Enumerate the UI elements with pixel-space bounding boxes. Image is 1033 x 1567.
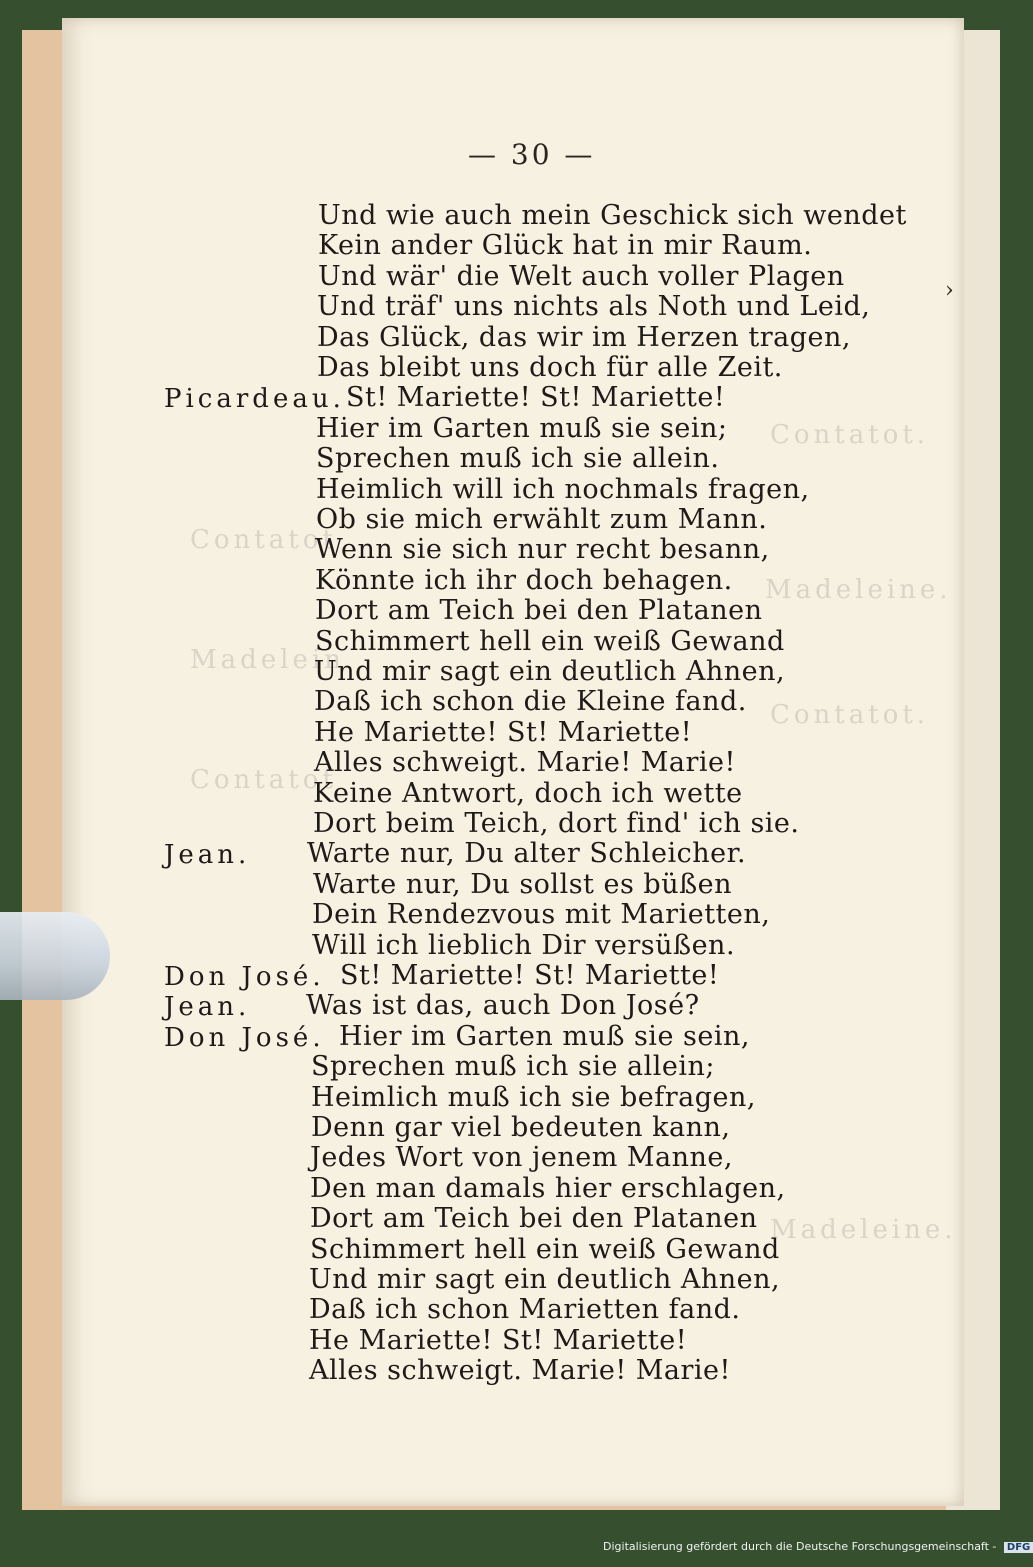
verse-line: Und mir sagt ein deutlich Ahnen, [314,656,786,687]
page-number: — 30 — [468,138,596,171]
verse-line: Keine Antwort, doch ich wette [313,777,743,809]
verse-line: Warte nur, Du sollst es büßen [313,868,732,900]
verse-line: He Mariette! St! Mariette! [314,716,693,748]
bleed-through: Contatot. [770,420,930,450]
speaker-name: Jean. [164,992,251,1023]
verse-line: Wenn sie sich nur recht besann, [315,534,770,566]
bleed-through: Madelein [190,645,345,675]
verse-line: Dort am Teich bei den Platanen [315,595,763,627]
speaker-name: Don José. [164,962,325,992]
verse-line: Und wär' die Welt auch voller Plagen [318,260,845,292]
verse-line: Warte nur, Du alter Schleicher. [307,838,747,870]
verse-line: Kein ander Glück hat in mir Raum. [318,230,813,262]
verse-line: Und mir sagt ein deutlich Ahnen, [309,1264,781,1295]
verse-line: Ob sie mich erwählt zum Mann. [316,504,768,535]
page-clip [0,912,110,1000]
bleed-through: Contatot. [770,700,930,730]
verse-line: Sprechen muß ich sie allein; [311,1051,715,1083]
verse-line: Das Glück, das wir im Herzen tragen, [317,321,851,353]
verse-line: Das bleibt uns doch für alle Zeit. [317,352,783,383]
verse-line: Daß ich schon die Kleine fand. [314,686,747,718]
verse-line: Sprechen muß ich sie allein. [316,443,720,475]
verse-line: Jedes Wort von jenem Manne, [310,1142,733,1174]
bleed-through: Madeleine. [765,575,952,605]
verse-line: Will ich lieblich Dir versüßen. [312,929,736,961]
verse-line: Heimlich will ich nochmals fragen, [316,473,810,505]
verse-line: Könnte ich ihr doch behagen. [315,564,733,596]
speaker-name: Jean. [164,840,251,871]
verse-line: Heimlich muß ich sie befragen, [311,1081,757,1113]
verse-line: Hier im Garten muß sie sein; [316,412,728,444]
verse-line: Dort beim Teich, dort find' ich sie. [313,808,800,839]
verse-line: Und träf' uns nichts als Noth und Leid, [317,291,871,323]
page-mark: › [945,278,954,303]
bleed-through: Contatot [190,765,337,795]
bleed-through: Madeleine. [770,1215,957,1245]
verse-line: St! Mariette! St! Mariette! [340,960,720,991]
digitization-footer [603,1540,1033,1553]
verse-line: Hier im Garten muß sie sein, [339,1020,750,1052]
verse-line: Dein Rendezvous mit Marietten, [312,899,771,931]
footer-text: Digitalisierung gefördert durch die Deutsche Forschungsgemeinschaft - [603,1540,997,1553]
verse-line: Schimmert hell ein weiß Gewand [310,1233,780,1265]
verse-line: Den man damals hier erschlagen, [310,1172,786,1204]
dfg-logo: DFG [1004,1542,1033,1553]
bleed-through: Contatot [190,525,337,555]
verse-line: Dort am Teich bei den Platanen [310,1203,758,1235]
speaker-name: Picardeau. [164,384,345,415]
verse-line: Alles schweigt. Marie! Marie! [309,1355,731,1387]
speaker-name: Don José. [164,1022,325,1053]
verse-line: Denn gar viel bedeuten kann, [311,1112,731,1143]
verse-line: Und wie auch mein Geschick sich wendet [318,200,907,231]
verse-line: Alles schweigt. Marie! Marie! [314,747,736,779]
verse-line: He Mariette! St! Mariette! [309,1324,688,1356]
verse-line: Daß ich schon Marietten fand. [309,1294,741,1326]
verse-line: St! Mariette! St! Mariette! [346,382,726,414]
verse-line: Schimmert hell ein weiß Gewand [315,625,785,657]
verse-line: Was ist das, auch Don José? [306,990,700,1022]
